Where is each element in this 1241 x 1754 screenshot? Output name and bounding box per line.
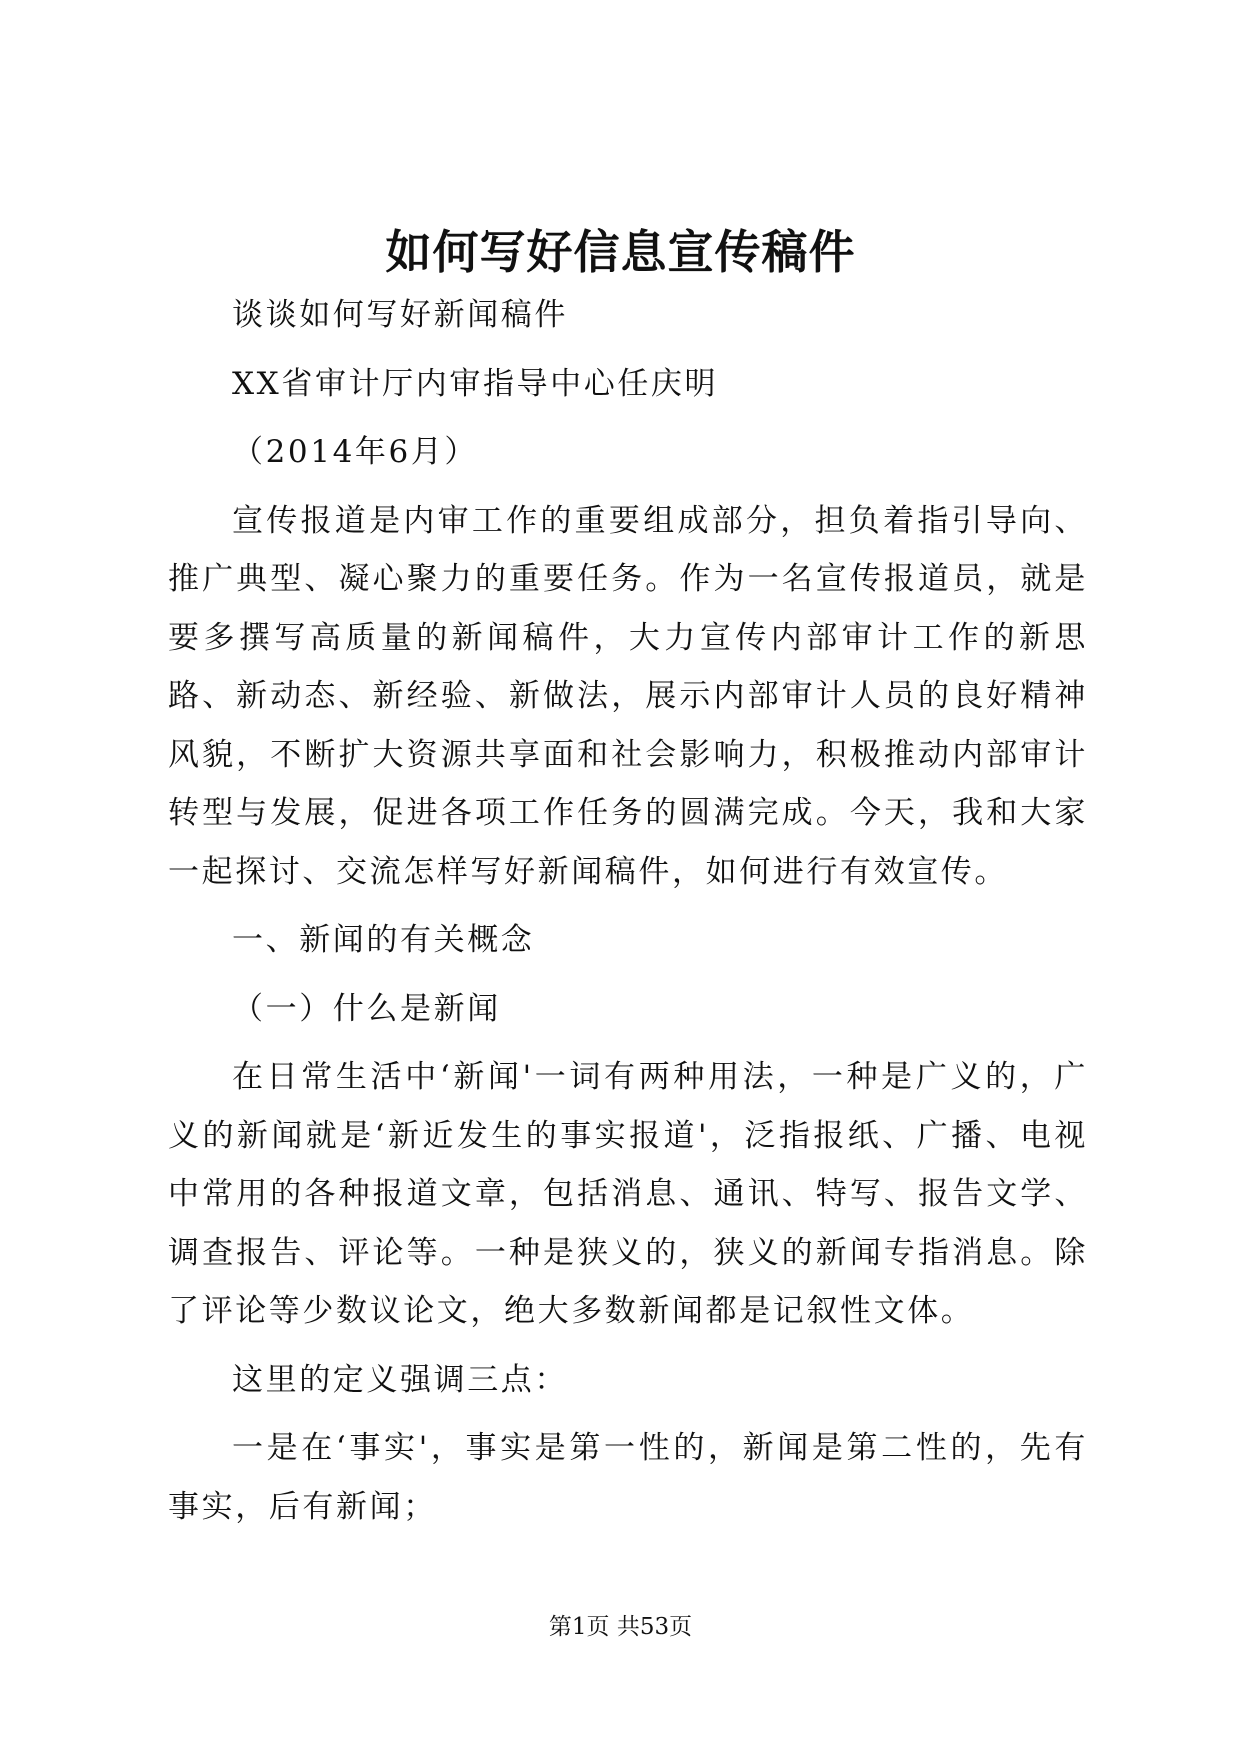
date-paragraph: （2014年6月）: [232, 434, 479, 470]
document-body: [168, 286, 1088, 1536]
body-paragraph: 在日常生活中‘新闻'一词有两种用法，一种是广义的，广义的新闻就是‘新近发生的事实报道'，泛指报纸、广播、电视中常用的各种报道文章，包括消息、通讯、特写、报告文学、调查报告、评论等。一种是狭义的，狭义的新闻专指消息。除了评论等少数议论文，绝大多数新闻都是记叙性文体。: [168, 1059, 1088, 1329]
author-paragraph: XX省审计厅内审指导中心任庆明: [232, 365, 719, 402]
section-heading: 一、新闻的有关概念: [232, 922, 535, 958]
subtitle-paragraph: 谈谈如何写好新闻稿件: [232, 297, 568, 333]
body-paragraph: 这里的定义强调三点：: [232, 1361, 568, 1398]
page-number-footer: 第1页 共53页: [548, 1614, 693, 1640]
subsection-heading: （一）什么是新闻: [232, 990, 501, 1027]
body-paragraph: 一是在‘事实'，事实是第一性的，新闻是第二性的，先有事实，后有新闻；: [168, 1430, 1088, 1525]
document-title: 如何写好信息宣传稿件: [385, 225, 856, 279]
body-paragraph: 宣传报道是内审工作的重要组成部分，担负着指引导向、推广典型、凝心聚力的重要任务。作为一名宣传报道员，就是要多撰写高质量的新闻稿件，大力宣传内部审计工作的新思路、新动态、新经验、新做法，展示内部审计人员的良好精神风貌，不断扩大资源共享面和社会影响力，积极推动内部审计转型与发展，促进各项工作任务的圆满完成。今天，我和大家一起探讨、交流怎样写好新闻稿件，如何进行有效宣传。: [168, 502, 1088, 890]
